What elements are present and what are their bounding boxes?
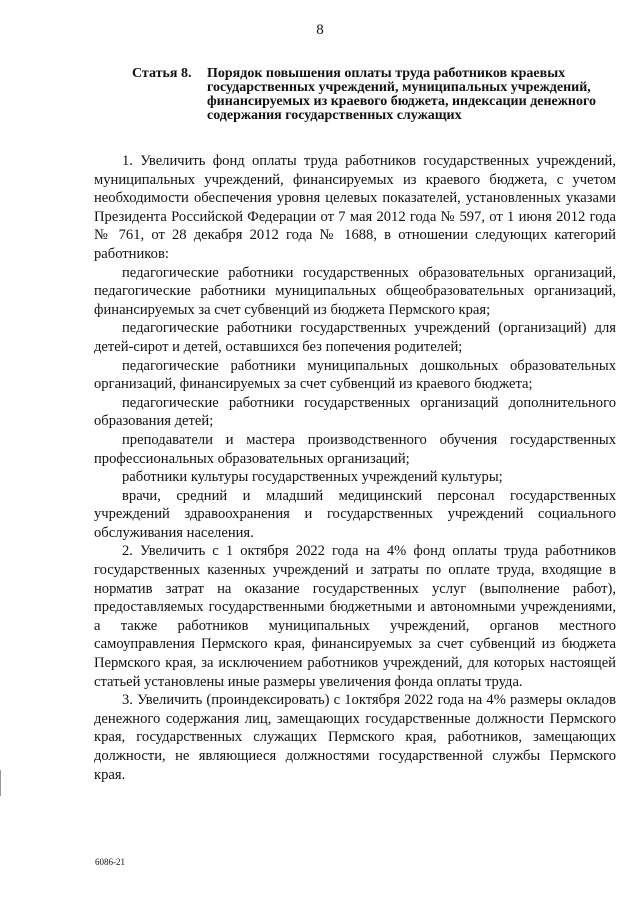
category-item: врачи, средний и младший медицинский персонал государственных учреждений здравоохранения и государственных учреждений социального обслуживания населения.	[94, 487, 616, 541]
category-item: педагогические работники государственных организаций дополнительного образования детей;	[94, 394, 616, 430]
page-number: 8	[316, 22, 324, 38]
scan-edge-mark	[0, 770, 1, 796]
paragraph-3: 3. Увеличить (проиндексировать) с 1октября 2022 года на 4% размеры окладов денежного содержания лиц, замещающих государственные должности Пермского края, государственных служащих Пермского края, работников, замещающих должности, не являющиеся должностями государственной службы Пермского края.	[94, 692, 616, 783]
document-code: 6086-21	[95, 857, 125, 867]
category-item: преподаватели и мастера производственного обучения государственных профессиональных образовательных организаций;	[94, 431, 616, 467]
category-item: работники культуры государственных учреждений культуры;	[122, 469, 503, 486]
category-item: педагогические работники муниципальных дошкольных образовательных организаций, финансируемых за счет субвенций из краевого бюджета;	[94, 357, 616, 393]
article-body	[94, 152, 616, 784]
article-number: Статья 8.	[132, 66, 192, 81]
paragraph-1: 1. Увеличить фонд оплаты труда работников государственных учреждений, муниципальных учреждений, финансируемых из краевого бюджета, с учетом необходимости обеспечения уровня целевых показателей, установленных указами Президента Российской Федерации от 7 мая 2012 года № 597, от 1 июня 2012 года № 761, от 28 декабря 2012 года № 1688, в отношении следующих категорий работников:	[94, 153, 616, 262]
article-heading	[132, 67, 602, 123]
category-item: педагогические работники государственных учреждений (организаций) для детей-сирот и детей, оставшихся без попечения родителей;	[94, 320, 616, 355]
category-item: педагогические работники государственных образовательных организаций, педагогические работники муниципальных общеобразовательных организаций, финансируемых за счет субвенций из бюджета Пермского края;	[94, 264, 616, 318]
paragraph-2: 2. Увеличить с 1 октября 2022 года на 4% фонд оплаты труда работников государственных казенных учреждений и затраты по оплате труда, входящие в норматив затрат на оказание государственных услуг (выполнение работ), предоставляемых государственными бюджетными и автономными учреждениями, а также работников муниципальных учреждений, органов местного самоуправления Пермского края, финансируемых за счет субвенций из бюджета Пермского края, за исключением работников учреждений, для которых настоящей статьей установлены иные размеры увеличения фонда оплаты труда.	[94, 543, 616, 690]
article-title: Порядок повышения оплаты труда работников краевых государственных учреждений, муниципальных учреждений, финансируемых из краевого бюджета, индексации денежного содержания государственных служащих	[207, 66, 596, 123]
